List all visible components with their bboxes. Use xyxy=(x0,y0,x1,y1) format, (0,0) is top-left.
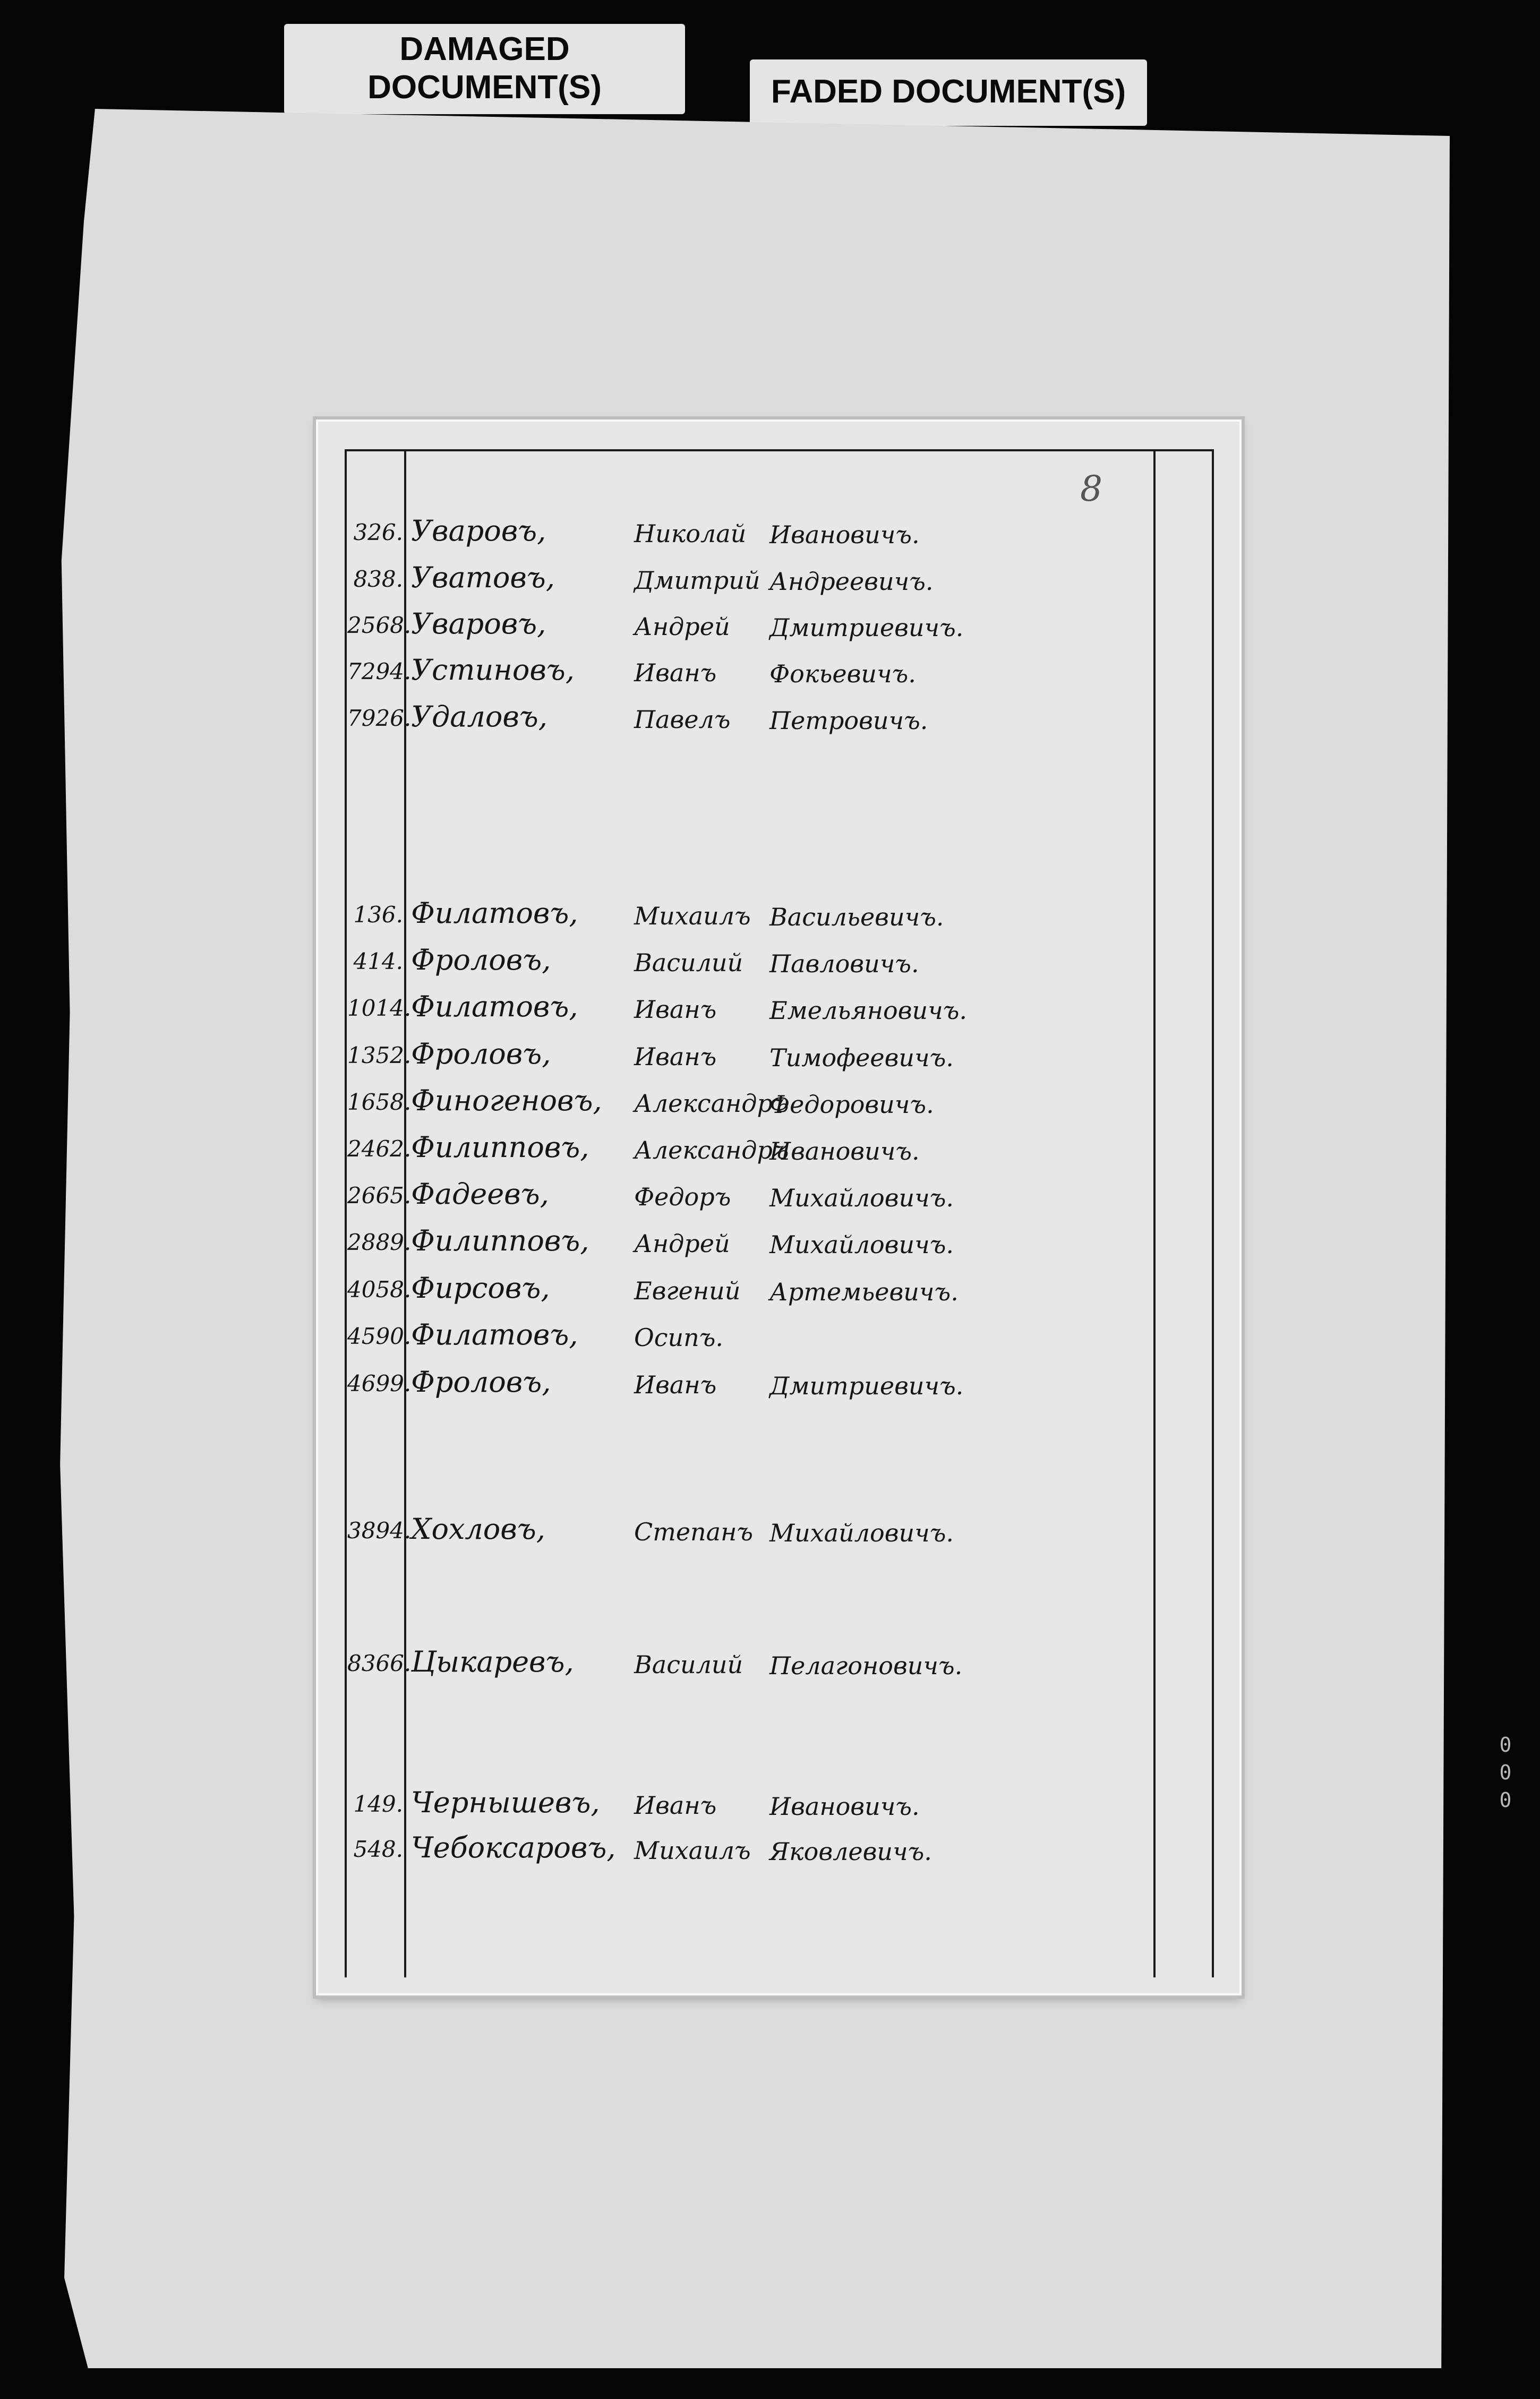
entry-patronymic: Петровичъ. xyxy=(769,706,928,735)
register-entry xyxy=(318,559,1147,599)
register-page xyxy=(316,419,1242,1995)
damaged-label-line2: DOCUMENT(S) xyxy=(367,69,602,106)
top-rule xyxy=(345,449,1214,451)
entry-first-name: Дмитрий xyxy=(634,566,760,595)
entry-number: 2665. xyxy=(347,1183,412,1209)
entry-surname: Уваровъ, xyxy=(411,607,546,640)
entry-first-name: Александръ xyxy=(634,1136,789,1164)
damaged-documents-label xyxy=(284,24,685,114)
entry-patronymic: Емельяновичъ. xyxy=(769,996,968,1025)
register-entry xyxy=(318,1510,1147,1550)
register-entry xyxy=(318,1269,1147,1309)
entry-surname: Филипповъ, xyxy=(411,1224,589,1257)
entry-surname: Удаловъ, xyxy=(411,700,547,733)
entry-number: 7294. xyxy=(347,658,412,684)
register-entry xyxy=(318,1035,1147,1075)
entry-patronymic: Михайловичъ. xyxy=(769,1230,954,1259)
entry-first-name: Федоръ xyxy=(634,1183,731,1211)
register-entry xyxy=(318,1175,1147,1215)
entry-surname: Филатовъ, xyxy=(411,990,578,1023)
entry-number: 2568. xyxy=(347,612,412,638)
entry-surname: Уваровъ, xyxy=(411,514,546,547)
entry-patronymic: Федоровичъ. xyxy=(769,1090,934,1119)
entry-patronymic: Пелагоновичъ. xyxy=(769,1651,963,1680)
entry-surname: Филатовъ, xyxy=(411,1318,578,1351)
entry-first-name: Осипъ. xyxy=(634,1323,724,1352)
entry-number: 1014. xyxy=(347,995,412,1021)
entry-number: 149. xyxy=(353,1791,403,1817)
entry-first-name: Андрей xyxy=(634,612,730,641)
entry-number: 7926. xyxy=(347,705,412,731)
entry-surname: Фроловъ, xyxy=(411,943,551,976)
entry-patronymic: Дмитриевичъ. xyxy=(769,613,964,642)
entry-first-name: Василий xyxy=(634,1650,743,1679)
entry-surname: Фроловъ, xyxy=(411,1365,551,1399)
entry-first-name: Евгений xyxy=(634,1276,741,1305)
entry-surname: Чебоксаровъ, xyxy=(411,1831,616,1864)
register-entry xyxy=(318,1784,1147,1824)
entry-first-name: Василий xyxy=(634,948,743,977)
faded-documents-label xyxy=(750,59,1147,126)
entry-number: 2889. xyxy=(347,1229,412,1255)
register-entry xyxy=(318,1316,1147,1356)
entry-number: 4699. xyxy=(347,1370,412,1396)
entry-first-name: Павелъ xyxy=(634,705,731,734)
entry-surname: Филатовъ, xyxy=(411,896,578,930)
entry-patronymic: Тимофеевичъ. xyxy=(769,1043,954,1072)
entry-number: 414. xyxy=(353,948,403,974)
entry-number: 1352. xyxy=(347,1042,412,1068)
entry-first-name: Михаилъ xyxy=(634,1836,751,1865)
entry-surname: Уватовъ, xyxy=(411,561,555,594)
register-entry xyxy=(318,512,1147,552)
entry-number: 4590. xyxy=(347,1323,412,1349)
entry-number: 548. xyxy=(353,1836,403,1862)
entry-patronymic: Михайловичъ. xyxy=(769,1184,954,1212)
register-entry xyxy=(318,1128,1147,1169)
entry-number: 838. xyxy=(353,566,403,592)
entry-patronymic: Яковлевичъ. xyxy=(769,1837,932,1866)
entry-surname: Филипповъ, xyxy=(411,1130,589,1164)
entry-patronymic: Михайловичъ. xyxy=(769,1519,954,1547)
register-entry xyxy=(318,941,1147,981)
entry-first-name: Иванъ xyxy=(634,658,717,687)
damaged-label-line1: DAMAGED xyxy=(399,31,570,67)
entry-number: 3894. xyxy=(347,1518,412,1544)
entry-number: 4058. xyxy=(347,1276,412,1303)
register-entry xyxy=(318,988,1147,1028)
register-entry xyxy=(318,605,1147,645)
entry-patronymic: Дмитриевичъ. xyxy=(769,1372,964,1400)
entry-number: 326. xyxy=(353,519,403,545)
entry-first-name: Николай xyxy=(634,519,747,548)
entry-number: 2462. xyxy=(347,1136,412,1162)
entry-patronymic: Артемьевичъ. xyxy=(769,1278,959,1306)
entry-first-name: Иванъ xyxy=(634,1370,717,1399)
margin-rule-right xyxy=(1153,449,1156,1977)
register-entry xyxy=(318,1222,1147,1262)
entry-number: 1658. xyxy=(347,1089,412,1115)
entry-first-name: Иванъ xyxy=(634,1042,717,1071)
register-entry xyxy=(318,698,1147,738)
entry-patronymic: Ивановичъ. xyxy=(769,520,920,549)
entry-patronymic: Ивановичъ. xyxy=(769,1137,920,1166)
register-entry xyxy=(318,651,1147,691)
entry-surname: Хохловъ, xyxy=(411,1512,545,1546)
entry-number: 136. xyxy=(353,902,403,928)
entry-surname: Фадеевъ, xyxy=(411,1177,549,1211)
entry-first-name: Иванъ xyxy=(634,995,717,1024)
entry-surname: Цыкаревъ, xyxy=(411,1645,574,1678)
entry-patronymic: Фокьевичъ. xyxy=(769,659,916,688)
register-entry xyxy=(318,1829,1147,1869)
entry-patronymic: Павловичъ. xyxy=(769,949,919,978)
page-number: 8 xyxy=(1080,468,1102,509)
entry-number: 8366. xyxy=(347,1650,412,1676)
entry-surname: Фирсовъ, xyxy=(411,1271,550,1305)
faded-label-text: FADED DOCUMENT(S) xyxy=(771,73,1126,110)
register-entry xyxy=(318,1082,1147,1122)
entry-first-name: Степанъ xyxy=(634,1518,754,1546)
register-entry xyxy=(318,1363,1147,1403)
register-entry xyxy=(318,894,1147,935)
entry-surname: Финогеновъ, xyxy=(411,1084,602,1117)
entry-surname: Фроловъ, xyxy=(411,1037,551,1070)
entry-patronymic: Андреевичъ. xyxy=(769,567,934,596)
entry-surname: Чернышевъ, xyxy=(411,1786,600,1819)
entry-first-name: Михаилъ xyxy=(634,902,751,930)
side-mark: 0 0 0 xyxy=(1499,1733,1512,1812)
outer-rule-right xyxy=(1212,449,1214,1977)
entry-patronymic: Ивановичъ. xyxy=(769,1792,920,1821)
register-entry xyxy=(318,1643,1147,1683)
entry-first-name: Александръ xyxy=(634,1089,789,1118)
entry-patronymic: Васильевичъ. xyxy=(769,903,944,931)
entry-first-name: Иванъ xyxy=(634,1791,717,1820)
entry-first-name: Андрей xyxy=(634,1229,730,1258)
entry-surname: Устиновъ, xyxy=(411,653,575,687)
